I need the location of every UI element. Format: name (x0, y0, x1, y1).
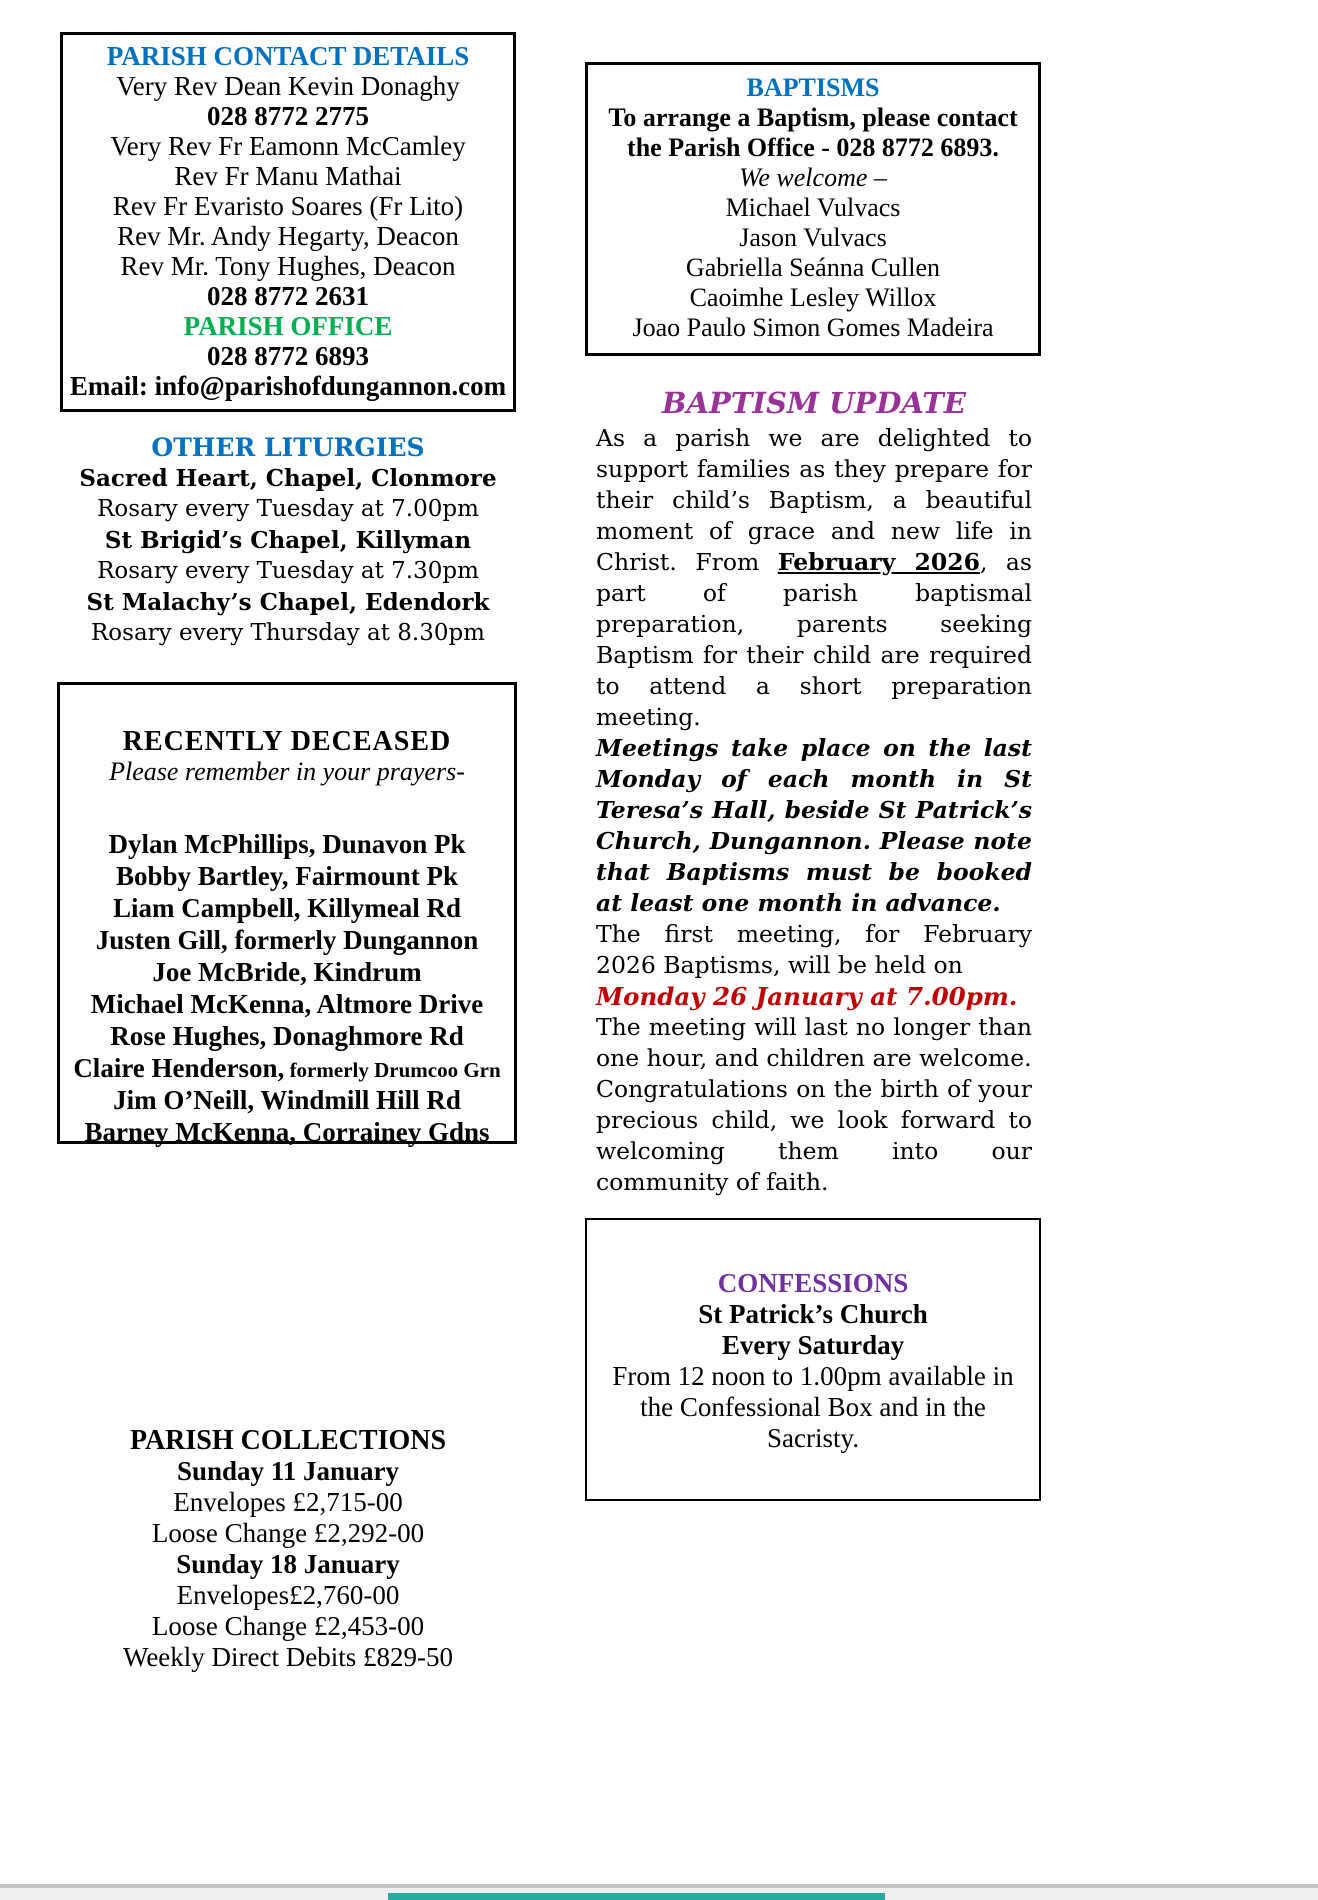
collection-amount: Envelopes£2,760-00 (176, 1580, 400, 1610)
confessions-title: CONFESSIONS (717, 1268, 909, 1298)
deceased-entry: Barney McKenna, Corrainey Gdns (84, 1117, 490, 1147)
baptism-name: Caoimhe Lesley Willox (689, 283, 937, 312)
liturgy-time: Rosary every Tuesday at 7.30pm (97, 558, 479, 584)
teal-accent-bar (388, 1893, 885, 1900)
baptism-update-first-meeting: The first meeting, for February 2026 Baptisms, will be held on (596, 920, 1032, 979)
other-liturgies-title: OTHER LITURGIES (151, 433, 425, 462)
contact-phone: 028 8772 6893 (207, 341, 369, 371)
contact-line: Rev Mr. Andy Hegarty, Deacon (117, 221, 459, 251)
baptisms-intro: To arrange a Baptism, please contact the Parish Office - 028 8772 6893. (608, 103, 1018, 162)
baptism-update-duration: The meeting will last no longer than one hour, and children are welcome. (596, 1013, 1032, 1072)
baptisms-title: BAPTISMS (746, 73, 880, 102)
confessions-church: St Patrick’s Church (698, 1299, 928, 1329)
baptism-update-title: BAPTISM UPDATE (662, 386, 966, 420)
liturgy-time: Rosary every Thursday at 8.30pm (90, 620, 485, 646)
recently-deceased-box (57, 682, 517, 1147)
contact-line: Very Rev Fr Eamonn McCamley (110, 131, 466, 161)
confessions-box (585, 1218, 1041, 1501)
baptism-name: Gabriella Seánna Cullen (685, 253, 941, 282)
deceased-entry: Justen Gill, formerly Dungannon (95, 925, 479, 955)
collection-amount: Weekly Direct Debits £829-50 (123, 1642, 453, 1672)
baptisms-welcome: We welcome – (739, 163, 887, 192)
deceased-entry: Dylan McPhillips, Dunavon Pk (108, 829, 466, 859)
deceased-entry: Rose Hughes, Donaghmore Rd (110, 1021, 464, 1051)
contact-line: Rev Fr Manu Mathai (174, 161, 402, 191)
liturgy-chapel: Sacred Heart, Chapel, Clonmore (79, 465, 497, 492)
contact-line: Very Rev Dean Kevin Donaghy (116, 71, 460, 101)
parish-collections-title: PARISH COLLECTIONS (129, 1425, 447, 1456)
collection-date: Sunday 11 January (176, 1456, 400, 1486)
collection-amount: Envelopes £2,715-00 (173, 1487, 403, 1517)
deceased-entry: Jim O’Neill, Windmill Hill Rd (113, 1085, 461, 1115)
highlighted-date: February 2026 (777, 548, 980, 576)
deceased-entry: Joe McBride, Kindrum (152, 957, 422, 987)
contact-line: Rev Fr Evaristo Soares (Fr Lito) (112, 191, 464, 221)
parish-collections-section (60, 1425, 516, 1673)
baptism-update-congrats: Congratulations on the birth of your precious child, we look forward to welcoming them into our community of faith. (596, 1075, 1032, 1196)
liturgy-chapel: St Brigid’s Chapel, Killyman (104, 527, 472, 554)
confessions-details: From 12 noon to 1.00pm available in the Confessional Box and in the Sacristy. (612, 1361, 1014, 1453)
contact-email: Email: info@parishofdungannon.com (69, 371, 507, 401)
contact-line: Rev Mr. Tony Hughes, Deacon (120, 251, 456, 281)
recently-deceased-title: RECENTLY DECEASED (122, 726, 452, 757)
spacer (60, 787, 514, 829)
contact-phone: 028 8772 2631 (207, 281, 369, 311)
other-liturgies-section (60, 432, 516, 649)
liturgy-time: Rosary every Tuesday at 7.00pm (97, 496, 479, 522)
collection-amount: Loose Change £2,453-00 (151, 1611, 425, 1641)
deceased-entry: Liam Campbell, Killymeal Rd (112, 893, 461, 923)
recently-deceased-subtitle: Please remember in your prayers- (109, 757, 465, 786)
meeting-date-red: Monday 26 January at 7.00pm. (596, 982, 1018, 1011)
baptisms-box (585, 62, 1041, 356)
deceased-entry: Michael McKenna, Altmore Drive (90, 989, 484, 1019)
deceased-entry: Bobby Bartley, Fairmount Pk (115, 861, 459, 891)
collection-date: Sunday 18 January (176, 1549, 400, 1579)
parish-contact-title: PARISH CONTACT DETAILS (106, 41, 470, 71)
baptism-name: Joao Paulo Simon Gomes Madeira (632, 313, 994, 342)
confessions-day: Every Saturday (721, 1330, 905, 1360)
baptism-update-paragraph: As a parish we are delighted to support families as they prepare for their child’s Baptism, a beautiful moment of grace and new life in Christ. From February 2026, as part of parish baptismal preparation, parents seeking Baptism for their child are required to attend a short preparation meeting. (596, 424, 1032, 731)
baptism-name: Jason Vulvacs (739, 223, 887, 252)
baptism-update-section (596, 388, 1032, 1198)
baptism-update-meetings-note: Meetings take place on the last Monday of each month in St Teresa’s Hall, beside St Patrick’s Church, Dungannon. Please note that Baptisms must be booked at least one month in advance. (596, 734, 1032, 917)
contact-phone: 028 8772 2775 (207, 101, 369, 131)
collection-amount: Loose Change £2,292-00 (151, 1518, 425, 1548)
parish-office-label: PARISH OFFICE (183, 311, 393, 341)
parish-contact-box (60, 32, 516, 412)
baptism-name: Michael Vulvacs (725, 193, 901, 222)
deceased-entry: Claire Henderson, formerly Drumcoo Grn (73, 1053, 501, 1083)
liturgy-chapel: St Malachy’s Chapel, Edendork (86, 589, 490, 616)
